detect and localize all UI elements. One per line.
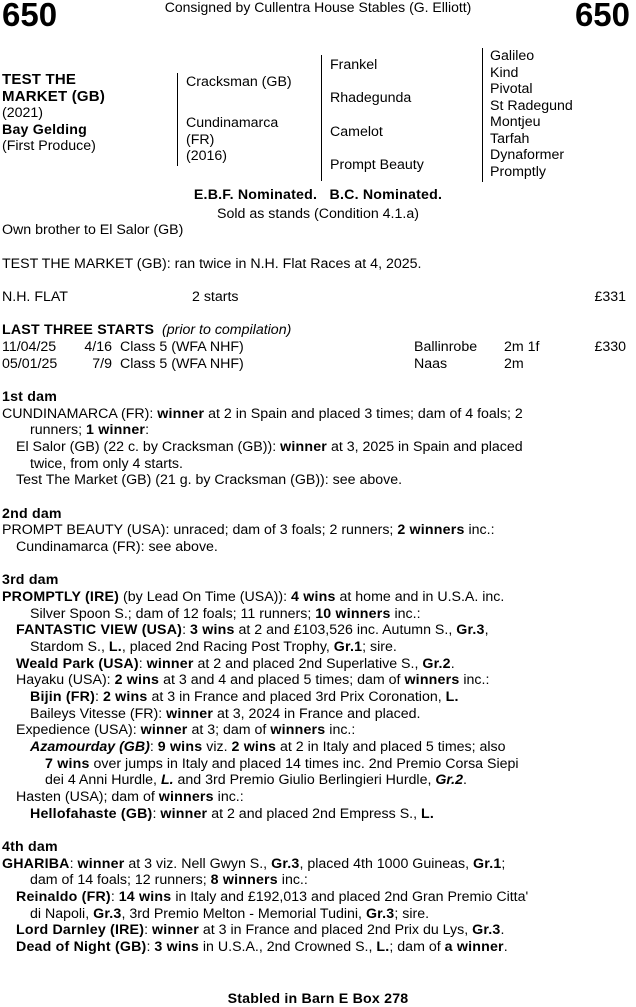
third-dam-text: PROMPTLY (IRE) (by Lead On Time (USA)): 4 wins at home and in U.S.A. inc. xyxy=(2,589,505,605)
record-type: N.H. FLAT xyxy=(2,289,68,305)
pedigree-g1: Galileo xyxy=(490,48,535,64)
row-course: Ballinrobe xyxy=(414,339,478,355)
pedigree-g7: Dynaformer xyxy=(490,147,565,163)
fourth-dam-text: GHARIBA: winner at 3 viz. Nell Gwyn S., Gr.3, placed 4th 1000 Guineas, Gr.1; xyxy=(2,856,506,872)
last-three-title: LAST THREE STARTS xyxy=(2,322,155,338)
third-dam-text: dei 4 Anni Hurdle, L. and 3rd Premio Giulio Berlingieri Hurdle, Gr.2. xyxy=(45,772,467,788)
row-class: Class 5 (WFA NHF) xyxy=(120,356,244,372)
last-three-heading xyxy=(2,322,291,339)
pedigree-sire-sire: Frankel xyxy=(330,57,378,73)
pedigree-sire: Cracksman (GB) xyxy=(186,74,292,90)
row-course: Naas xyxy=(414,356,448,372)
horse-info xyxy=(2,72,105,155)
sale-condition: Sold as stands (Condition 4.1.a) xyxy=(217,206,419,222)
third-dam-text: Hellofahaste (GB): winner at 2 and placed 2nd Empress S., L. xyxy=(30,806,434,822)
third-dam-text: Expedience (USA): winner at 3; dam of winners inc.: xyxy=(16,722,356,738)
row-date: 11/04/25 xyxy=(2,339,57,355)
horse-name-line2: MARKET (GB) xyxy=(2,87,106,105)
row-position: 7/9 xyxy=(92,356,112,372)
pedigree-dam-name: Cundinamarca xyxy=(186,115,279,131)
first-dam-text: twice, from only 4 starts. xyxy=(30,456,183,472)
fourth-dam-text: dam of 14 foals; 12 runners; 8 winners inc.: xyxy=(30,872,308,888)
lot-number-left: 650 xyxy=(2,0,58,33)
first-dam-text: Test The Market (GB) (21 g. by Cracksman (GB)): see above. xyxy=(16,472,403,488)
row-position: 4/16 xyxy=(84,339,112,355)
horse-name-line1: TEST THE xyxy=(2,71,77,88)
first-dam-text: runners; 1 winner: xyxy=(30,422,150,438)
pedigree-dam-country: (FR) xyxy=(186,131,215,148)
row-distance: 2m 1f xyxy=(504,339,540,355)
pedigree-g5: Montjeu xyxy=(490,114,541,130)
pedigree-g4: St Radegund xyxy=(490,97,573,114)
horse-year: (2021) xyxy=(2,105,44,121)
third-dam-text: 7 wins over jumps in Italy and placed 14 times inc. 2nd Premio Corsa Siepi xyxy=(45,756,519,772)
third-dam-text: Hasten (USA); dam of winners inc.: xyxy=(16,789,244,805)
first-dam-heading: 1st dam xyxy=(2,389,58,405)
third-dam-text: Azamourday (GB): 9 wins viz. 2 wins at 2 in Italy and placed 5 times; also xyxy=(30,739,506,755)
second-dam-text: PROMPT BEAUTY (USA): unraced; dam of 3 foals; 2 runners; 2 winners inc.: xyxy=(2,522,495,538)
pedigree-divider-3 xyxy=(482,48,483,182)
fourth-dam-text: Reinaldo (FR): 14 wins in Italy and £192,013 and placed 2nd Gran Premio Citta' xyxy=(16,889,529,905)
pedigree-g3: Pivotal xyxy=(490,81,533,97)
third-dam-text: Baileys Vitesse (FR): winner at 3, 2024 in France and placed. xyxy=(30,706,421,722)
third-dam-heading: 3rd dam xyxy=(2,572,59,588)
fourth-dam-text: Lord Darnley (IRE): winner at 3 in France and placed 2nd Prix du Lys, Gr.3. xyxy=(16,922,505,938)
third-dam-text: Bijin (FR): 2 wins at 3 in France and placed 3rd Prix Coronation, L. xyxy=(30,689,459,705)
record-starts: 2 starts xyxy=(192,289,239,305)
third-dam-text: Weald Park (USA): winner at 2 and placed 2nd Superlative S., Gr.2. xyxy=(16,656,455,672)
third-dam-text: FANTASTIC VIEW (USA): 3 wins at 2 and £103,526 inc. Autumn S., Gr.3, xyxy=(16,622,489,638)
pedigree-divider-1 xyxy=(177,73,178,166)
pedigree-divider-2 xyxy=(321,55,322,181)
row-date: 05/01/25 xyxy=(2,356,58,372)
first-dam-text: El Salor (GB) (22 c. by Cracksman (GB)): winner at 3, 2025 in Spain and placed xyxy=(16,439,523,455)
own-brother: Own brother to El Salor (GB) xyxy=(2,222,184,238)
last-three-note: (prior to compilation) xyxy=(162,322,292,338)
nominations: E.B.F. Nominated. B.C. Nominated. xyxy=(193,187,443,203)
fourth-dam-text: di Napoli, Gr.3, 3rd Premio Melton - Memorial Tudini, Gr.3; sire. xyxy=(30,906,430,922)
second-dam-text: Cundinamarca (FR): see above. xyxy=(16,539,218,555)
stabled-location: Stabled in Barn E Box 278 xyxy=(227,991,409,1007)
pedigree-dam-dam: Prompt Beauty xyxy=(330,157,424,173)
consignor: Consigned by Cullentra House Stables (G. Elliott) xyxy=(164,0,472,15)
row-class: Class 5 (WFA NHF) xyxy=(120,339,244,355)
pedigree-g2: Kind xyxy=(490,64,519,81)
row-prize: £330 xyxy=(594,339,626,355)
row-distance: 2m xyxy=(504,356,524,372)
record-earnings: £331 xyxy=(594,289,626,305)
fourth-dam-text: Dead of Night (GB): 3 wins in U.S.A., 2nd Crowned S., L.; dam of a winner. xyxy=(16,939,508,955)
pedigree-dam xyxy=(186,115,278,165)
pedigree-grandparents xyxy=(490,48,573,180)
first-dam-text: CUNDINAMARCA (FR): winner at 2 in Spain and placed 3 times; dam of 4 foals; 2 xyxy=(2,406,523,422)
third-dam-text: Silver Spoon S.; dam of 12 foals; 11 runners; 10 winners inc.: xyxy=(30,606,421,622)
fourth-dam-heading: 4th dam xyxy=(2,839,58,855)
pedigree-dam-year: (2016) xyxy=(186,148,228,164)
pedigree-dam-sire: Camelot xyxy=(330,124,383,140)
race-summary: TEST THE MARKET (GB): ran twice in N.H. Flat Races at 4, 2025. xyxy=(2,256,422,272)
pedigree-g6: Tarfah xyxy=(490,130,530,147)
pedigree-sire-dam: Rhadegunda xyxy=(330,90,412,106)
third-dam-text: Hayaku (USA): 2 wins at 3 and 4 and placed 5 times; dam of winners inc.: xyxy=(16,672,490,688)
second-dam-heading: 2nd dam xyxy=(2,506,62,522)
pedigree-g8: Promptly xyxy=(490,163,546,180)
lot-number-right: 650 xyxy=(574,0,630,33)
horse-produce: (First Produce) xyxy=(2,138,96,154)
third-dam-text: Stardom S., L., placed 2nd Racing Post Trophy, Gr.1; sire. xyxy=(30,639,397,655)
horse-description: Bay Gelding xyxy=(2,121,87,138)
